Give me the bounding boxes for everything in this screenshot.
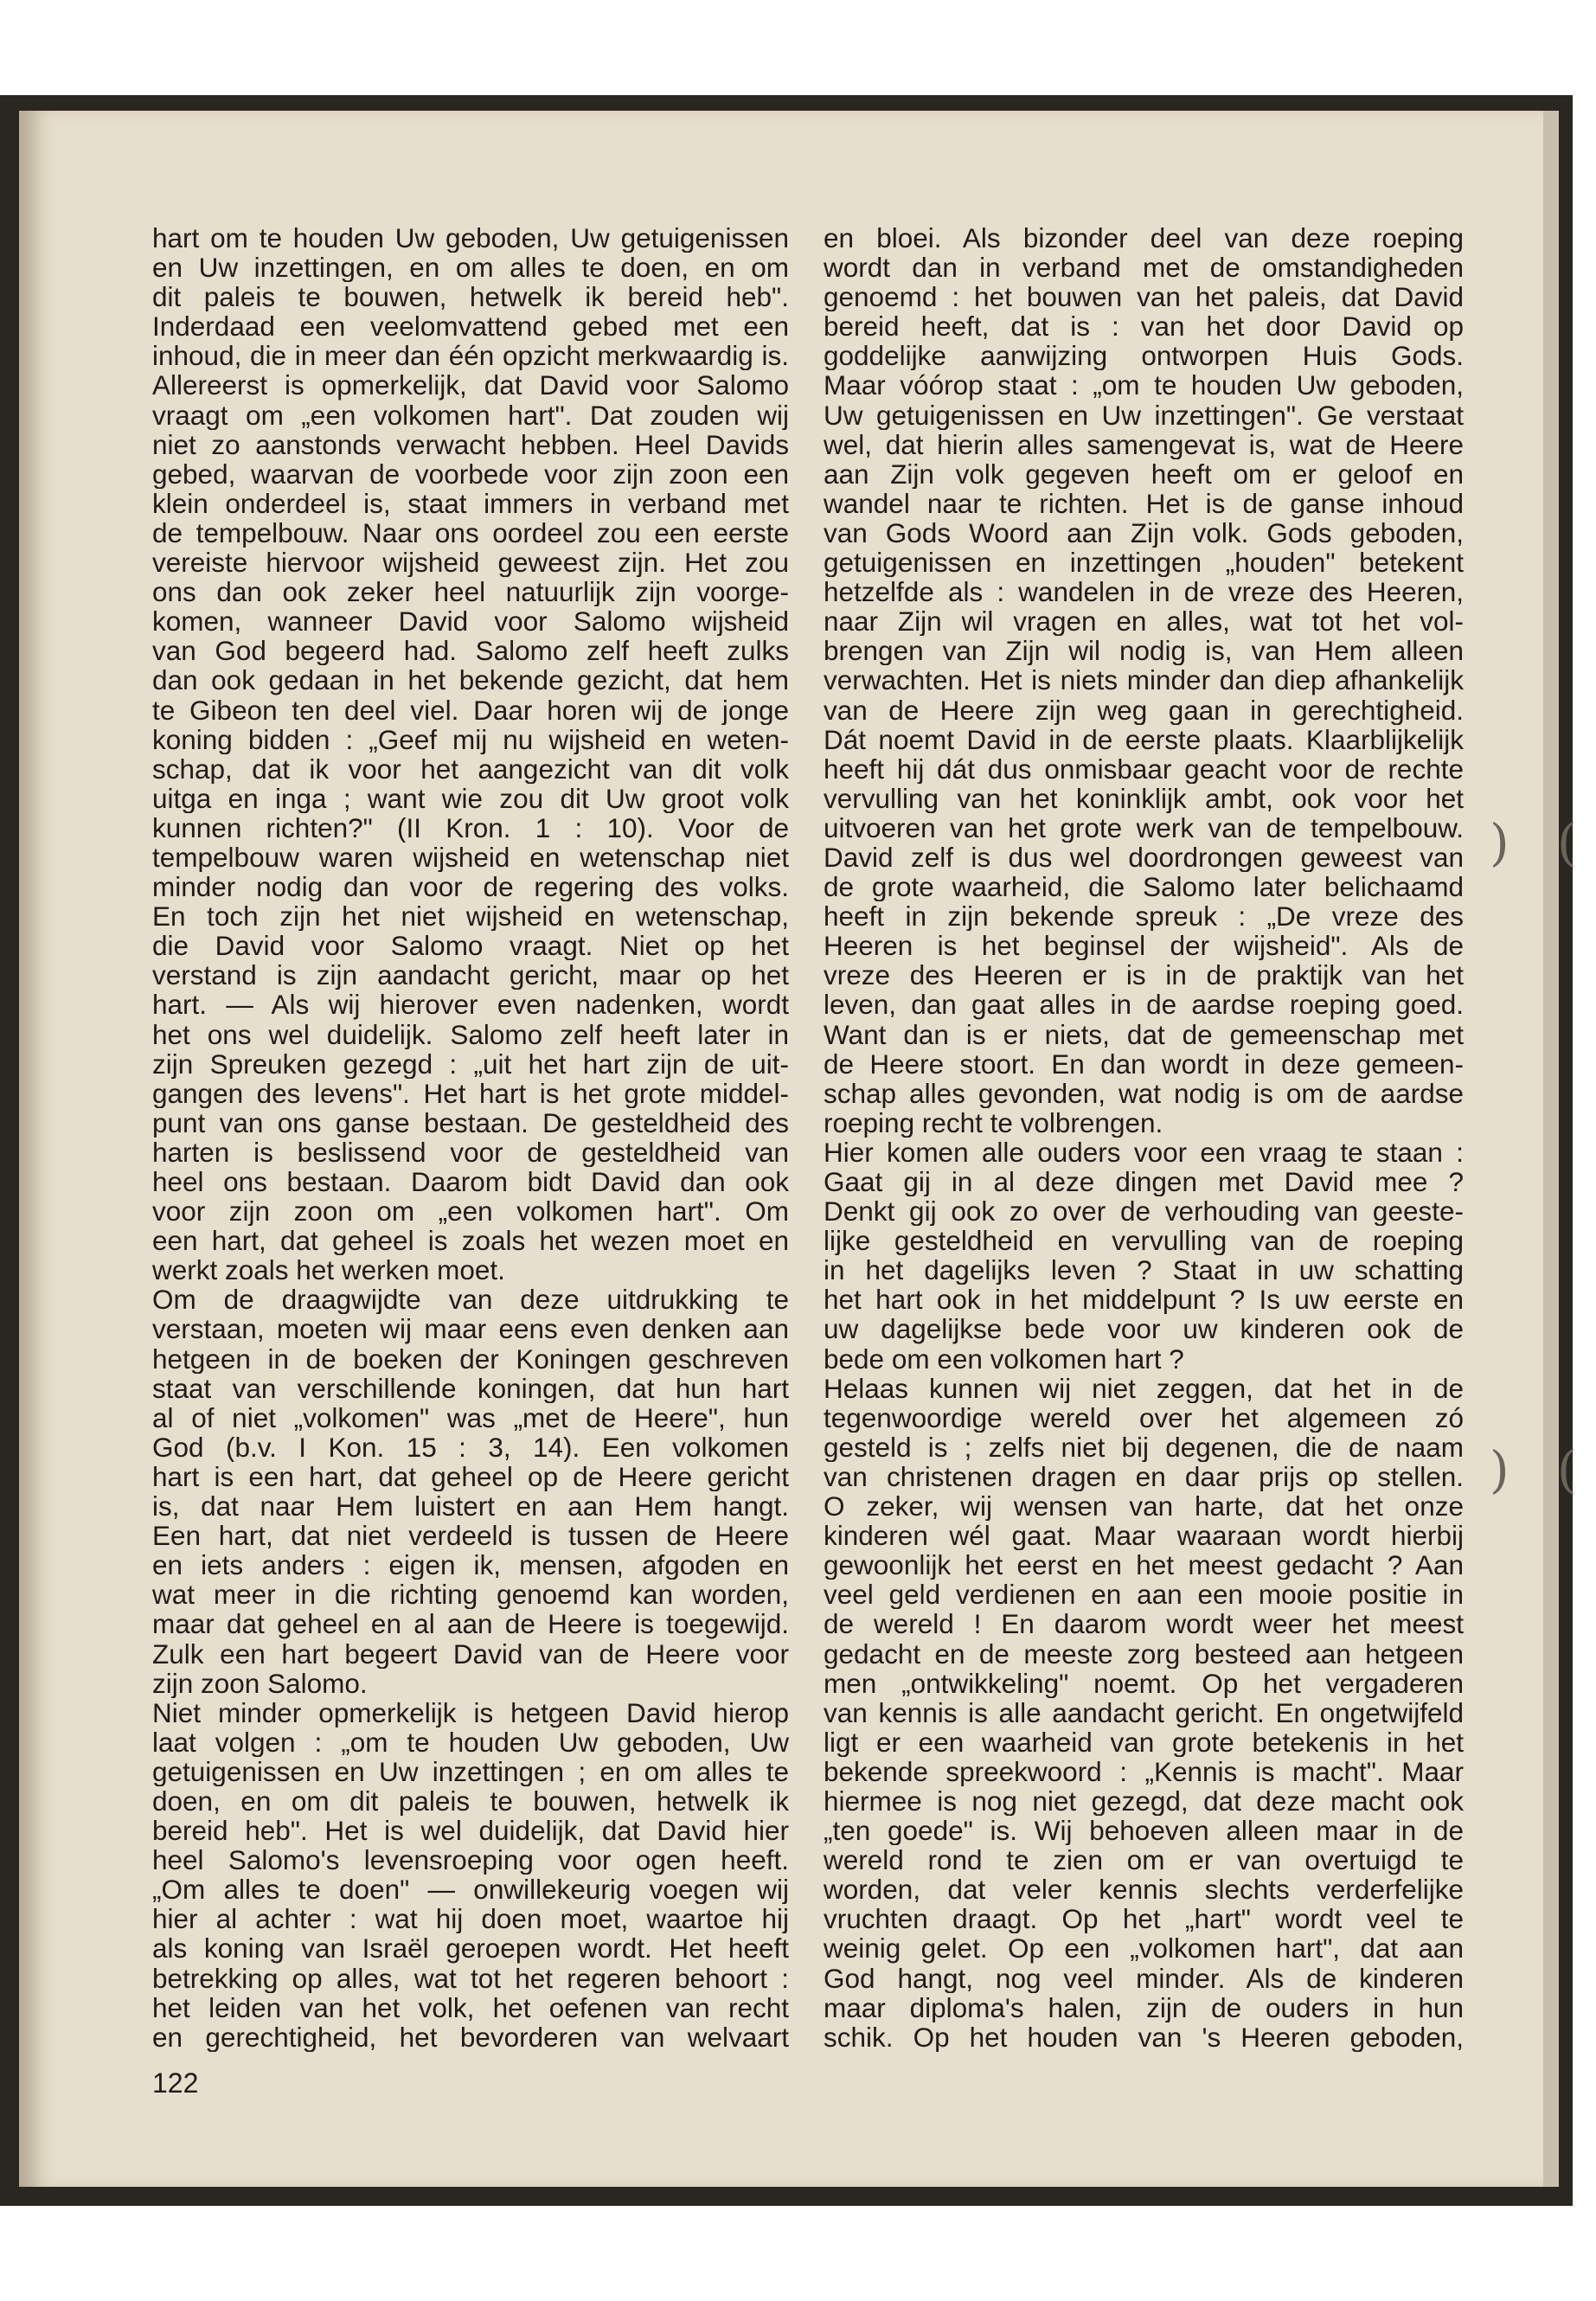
text-line: de Heere stoort. En dan wordt in deze gemeen- <box>824 1048 1464 1079</box>
text-line: vereiste hiervoor wijsheid geweest zijn. Het zou <box>152 548 789 578</box>
text-line: Een hart, dat niet verdeeld is tussen de Heere <box>152 1521 789 1551</box>
text-line: ligt er een waarheid van grote betekenis in het <box>824 1727 1464 1757</box>
text-line: vraagt om „een volkomen hart". Dat zouden wij <box>152 400 789 430</box>
text-line: zijn Spreuken gezegd : „uit het hart zijn de uit- <box>152 1048 789 1079</box>
text-line: bekende spreekwoord : „Kennis is macht". Maar <box>824 1756 1464 1786</box>
text-line: het leiden van het volk, het oefenen van recht <box>152 1992 789 2022</box>
text-line: getuigenissen en inzettingen „houden" betekent <box>824 548 1464 578</box>
text-line: dit paleis te bouwen, hetwelk ik bereid heb". <box>152 282 789 312</box>
text-line: hetgeen in de boeken der Koningen geschreven <box>152 1343 789 1374</box>
text-line: bereid heb". Het is wel duidelijk, dat David hier <box>152 1816 789 1846</box>
text-line: goddelijke aanwijzing ontworpen Huis Gods. <box>824 341 1464 371</box>
text-line: hart om te houden Uw geboden, Uw getuigenissen <box>152 223 789 253</box>
text-line: laat volgen : „om te houden Uw geboden, Uw <box>152 1727 789 1757</box>
text-line: een hart, dat geheel is zoals het wezen moet en <box>152 1226 789 1256</box>
text-line: „ten goede" is. Wij behoeven alleen maar in de <box>824 1816 1464 1846</box>
text-line: die David voor Salomo vraagt. Niet op het <box>152 931 789 961</box>
text-line: heeft hij dát dus onmisbaar geacht voor de rechte <box>824 753 1464 784</box>
text-line: verstaan, moeten wij maar eens even denken aan <box>152 1314 789 1344</box>
text-line: Gaat gij in al deze dingen met David mee ? <box>824 1167 1464 1197</box>
text-line: wel, dat hierin alles samengevat is, wat de Heere <box>824 429 1464 459</box>
text-line: hart. — Als wij hierover even nadenken, wordt <box>152 990 789 1020</box>
text-line: hart is een hart, dat geheel op de Heere gericht <box>152 1461 789 1492</box>
text-line: naar Zijn wil vragen en alles, wat tot het vol- <box>824 606 1464 637</box>
text-line: gangen des levens". Het hart is het grote middel- <box>152 1078 789 1108</box>
text-line: schap alles gevonden, wat nodig is om de aardse <box>824 1078 1464 1108</box>
text-line: genoemd : het bouwen van het paleis, dat David <box>824 282 1464 312</box>
text-line: gedacht en de meeste zorg besteed aan hetgeen <box>824 1638 1464 1669</box>
text-line: niet zo aanstonds verwacht hebben. Heel Davids <box>152 429 789 459</box>
text-line: heeft in zijn bekende spreuk : „De vreze des <box>824 901 1464 932</box>
text-line: in het dagelijks leven ? Staat in uw schatting <box>824 1255 1464 1285</box>
text-line: gewoonlijk het eerst en het meest gedacht ? Aan <box>824 1550 1464 1580</box>
text-line: tegenwoordige wereld over het algemeen zó <box>824 1402 1464 1433</box>
text-line: betrekking op alles, wat tot het regeren behoort : <box>152 1963 789 1993</box>
text-line: Heeren is het beginsel der wijsheid". Als de <box>824 931 1464 961</box>
text-line: en bloei. Als bizonder deel van deze roeping <box>824 223 1464 253</box>
text-line: gesteld is ; zelfs niet bij degenen, die de naam <box>824 1432 1464 1462</box>
text-line: Inderdaad een veelomvattend gebed met een <box>152 311 789 342</box>
left-column <box>152 223 789 2052</box>
text-line: schik. Op het houden van 's Heeren geboden, <box>824 2022 1464 2052</box>
text-line: de wereld ! En daarom wordt weer het meest <box>824 1609 1464 1639</box>
text-line: dan ook gedaan in het bekende gezicht, dat hem <box>152 665 789 695</box>
text-line: van God begeerd had. Salomo zelf heeft zulks <box>152 636 789 666</box>
text-line: wereld rond te zien om er van overtuigd te <box>824 1845 1464 1875</box>
text-line: Maar vóórop staat : „om te houden Uw geboden, <box>824 370 1464 401</box>
text-line: roeping recht te volbrengen. <box>824 1107 1163 1138</box>
text-line: heel Salomo's levensroeping voor ogen heeft. <box>152 1845 789 1875</box>
text-line: zijn zoon Salomo. <box>152 1668 368 1698</box>
text-line: veel geld verdienen en aan een mooie positie in <box>824 1580 1464 1610</box>
margin-mark: ( <box>1557 1440 1577 1499</box>
text-line: God hangt, nog veel minder. Als de kinderen <box>824 1963 1464 1993</box>
text-line: verstand is zijn aandacht gericht, maar op het <box>152 960 789 990</box>
text-line: gebed, waarvan de voorbede voor zijn zoon een <box>152 458 789 489</box>
text-line: schap, dat ik voor het aangezicht van dit volk <box>152 753 789 784</box>
text-line: harten is beslissend voor de gesteldheid van <box>152 1137 789 1167</box>
text-line: klein onderdeel is, staat immers in verband met <box>152 488 789 518</box>
text-line: hier al achter : wat hij doen moet, waartoe hij <box>152 1904 789 1934</box>
text-line: aan Zijn volk gegeven heeft om er geloof en <box>824 458 1464 489</box>
text-line: men „ontwikkeling" noemt. Op het vergaderen <box>824 1668 1464 1698</box>
text-line: Dát noemt David in de eerste plaats. Klaarblijkelijk <box>824 724 1464 754</box>
text-line: van de Heere zijn weg gaan in gerechtigheid. <box>824 695 1464 725</box>
text-line: van kennis is alle aandacht gericht. En ongetwijfeld <box>824 1697 1464 1727</box>
text-line: en Uw inzettingen, en om alles te doen, en om <box>152 253 789 283</box>
text-line: punt van ons ganse bestaan. De gesteldheid des <box>152 1107 789 1138</box>
text-line: is, dat naar Hem luistert en aan Hem hangt. <box>152 1491 789 1522</box>
text-line: bereid heeft, dat is : van het door David op <box>824 311 1464 342</box>
text-line: van christenen dragen en daar prijs op stellen. <box>824 1461 1464 1492</box>
text-line: minder nodig dan voor de regering des volks. <box>152 872 789 902</box>
text-line: brengen van Zijn wil nodig is, van Hem alleen <box>824 636 1464 666</box>
text-line: En toch zijn het niet wijsheid en wetenschap, <box>152 901 789 932</box>
text-line: vruchten draagt. Op het „hart" wordt veel te <box>824 1904 1464 1934</box>
text-line: bede om een volkomen hart ? <box>824 1343 1184 1374</box>
text-line: werkt zoals het werken moet. <box>152 1255 505 1285</box>
text-line: voor zijn zoon om „een volkomen hart". Om <box>152 1196 789 1227</box>
text-line: ons dan ook zeker heel natuurlijk zijn voorge- <box>152 577 789 607</box>
text-line: Uw getuigenissen en Uw inzettingen". Ge verstaat <box>824 400 1464 430</box>
text-line: maar diploma's halen, zijn de ouders in hun <box>824 1992 1464 2022</box>
text-line: heel ons bestaan. Daarom bidt David dan ook <box>152 1167 789 1197</box>
text-line: en gerechtigheid, het bevorderen van welvaart <box>152 2022 789 2052</box>
text-line: wandel naar te richten. Het is de ganse inhoud <box>824 488 1464 518</box>
text-line: Hier komen alle ouders voor een vraag te staan : <box>824 1137 1464 1167</box>
text-line: O zeker, wij wensen van harte, dat het onze <box>824 1491 1464 1522</box>
text-line: uitga en inga ; want wie zou dit Uw groot volk <box>152 783 789 813</box>
text-line: God (b.v. I Kon. 15 : 3, 14). Een volkomen <box>152 1432 789 1462</box>
text-line: Allereerst is opmerkelijk, dat David voor Salomo <box>152 370 789 401</box>
text-line: uitvoeren van het grote werk van de tempelbouw. <box>824 812 1464 843</box>
margin-mark: ( <box>1557 813 1577 872</box>
text-line: te Gibeon ten deel viel. Daar horen wij de jonge <box>152 695 789 725</box>
text-line: Zulk een hart begeert David van de Heere voor <box>152 1638 789 1669</box>
text-line: doen, en om dit paleis te bouwen, hetwelk ik <box>152 1785 789 1817</box>
text-line: de tempelbouw. Naar ons oordeel zou een eerste <box>152 517 789 548</box>
text-line: weinig gelet. Op een „volkomen hart", dat aan <box>824 1933 1464 1964</box>
text-line: getuigenissen en Uw inzettingen ; en om alles te <box>152 1756 789 1786</box>
text-line: worden, dat veler kennis slechts verderfelijke <box>824 1875 1464 1905</box>
text-line: Want dan is er niets, dat de gemeenschap met <box>824 1019 1464 1049</box>
text-line: vreze des Heeren er is in de praktijk van het <box>824 960 1464 990</box>
text-line: kinderen wél gaat. Maar waaraan wordt hierbij <box>824 1521 1464 1551</box>
text-line: als koning van Israël geroepen wordt. Het heeft <box>152 1933 789 1964</box>
text-line: inhoud, die in meer dan één opzicht merkwaardig is. <box>152 341 789 371</box>
text-line: komen, wanneer David voor Salomo wijsheid <box>152 606 789 637</box>
text-line: „Om alles te doen" — onwillekeurig voegen wij <box>152 1875 789 1905</box>
text-line: hetzelfde als : wandelen in de vreze des Heeren, <box>824 577 1464 607</box>
text-line: de grote waarheid, die Salomo later belichaamd <box>824 872 1464 902</box>
text-line: en iets anders : eigen ik, mensen, afgoden en <box>152 1550 789 1580</box>
text-line: Helaas kunnen wij niet zeggen, dat het in de <box>824 1373 1464 1403</box>
text-line: Niet minder opmerkelijk is hetgeen David hierop <box>152 1697 789 1727</box>
text-line: koning bidden : „Geef mij nu wijsheid en weten- <box>152 724 789 754</box>
page-number: 122 <box>152 2067 199 2099</box>
text-line: vervulling van het koninklijk ambt, ook voor het <box>824 783 1464 813</box>
text-line: kunnen richten?" (II Kron. 1 : 10). Voor de <box>152 812 789 843</box>
right-column <box>824 223 1464 2052</box>
text-line: hiermee is nog niet gezegd, dat deze macht ook <box>824 1785 1464 1817</box>
text-line: het ons wel duidelijk. Salomo zelf heeft later in <box>152 1019 789 1049</box>
text-line: tempelbouw waren wijsheid en wetenschap niet <box>152 842 789 873</box>
text-line: lijke gesteldheid en vervulling van de roeping <box>824 1226 1464 1256</box>
text-line: al of niet „volkomen" was „met de Heere", hun <box>152 1402 789 1433</box>
text-line: staat van verschillende koningen, dat hun hart <box>152 1373 789 1403</box>
text-line: maar dat geheel en al aan de Heere is toegewijd. <box>152 1609 789 1639</box>
text-line: van Gods Woord aan Zijn volk. Gods geboden, <box>824 517 1464 548</box>
text-line: wordt dan in verband met de omstandigheden <box>824 253 1464 283</box>
text-line: leven, dan gaat alles in de aardse roeping goed. <box>824 990 1464 1020</box>
text-line: wat meer in die richting genoemd kan worden, <box>152 1580 789 1610</box>
text-line: Denkt gij ook zo over de verhouding van geeste- <box>824 1196 1464 1227</box>
text-line: David zelf is dus wel doordrongen geweest van <box>824 842 1464 873</box>
margin-mark: ) <box>1490 1440 1509 1499</box>
text-line: Om de draagwijdte van deze uitdrukking te <box>152 1285 789 1315</box>
page-edge <box>1543 111 1559 2187</box>
margin-mark: ) <box>1490 813 1509 872</box>
text-line: verwachten. Het is niets minder dan diep afhankelijk <box>824 665 1464 695</box>
text-line: het hart ook in het middelpunt ? Is uw eerste en <box>824 1285 1464 1315</box>
text-line: uw dagelijkse bede voor uw kinderen ook de <box>824 1314 1464 1344</box>
